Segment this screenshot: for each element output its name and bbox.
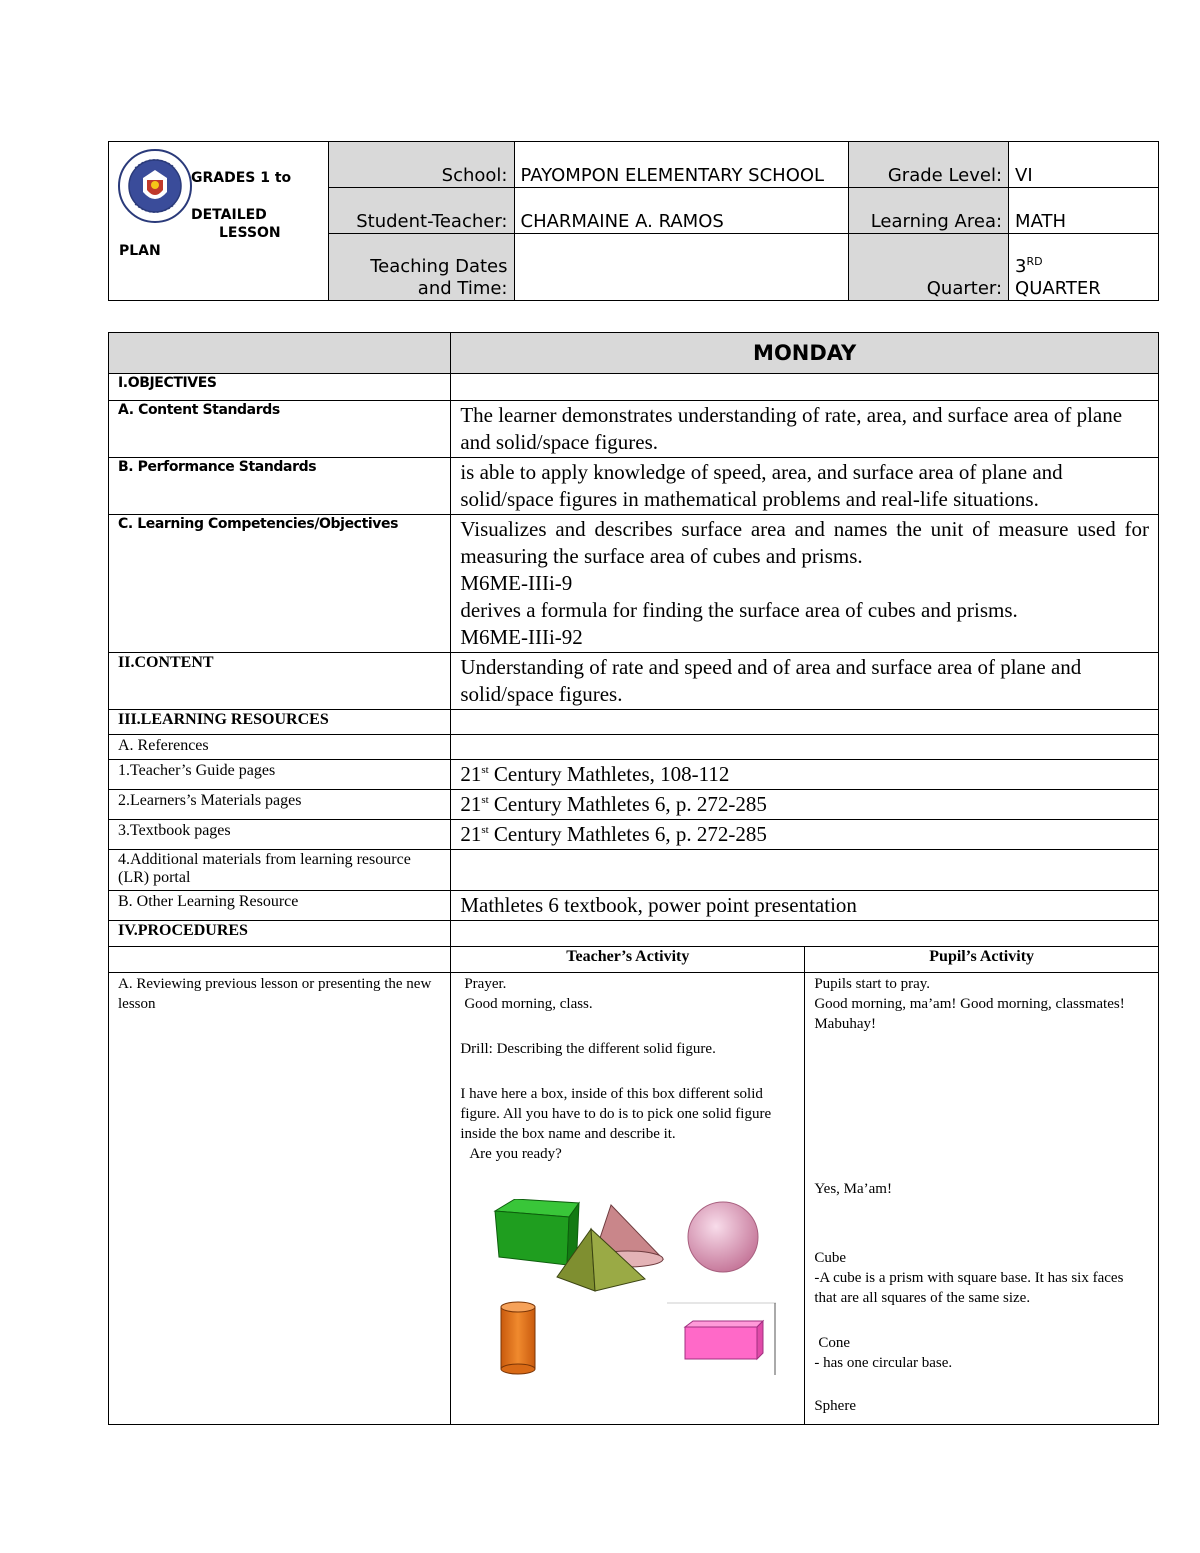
- objectives-heading: I.OBJECTIVES: [109, 374, 451, 401]
- rectangular-prism-icon: [667, 1303, 776, 1375]
- grade-label: Grade Level:: [849, 142, 1009, 188]
- header-title-line4: PLAN: [119, 243, 161, 259]
- competency-code-1: M6ME-IIIi-9: [460, 571, 573, 595]
- lm-sup: st: [481, 794, 489, 806]
- quarter-value: [1009, 234, 1159, 301]
- header-table: [108, 141, 1159, 301]
- cylinder-icon: [501, 1302, 535, 1374]
- additional-materials-label: 4.Additional materials from learning resource (LR) portal: [109, 850, 451, 891]
- other-resource-label: B. Other Learning Resource: [109, 891, 451, 921]
- grade-value: VI: [1009, 142, 1159, 188]
- cube-icon: [495, 1199, 579, 1265]
- pupil-activity-cell: [805, 973, 1159, 1425]
- dates-label: Teaching Dates and Time:: [328, 234, 514, 301]
- competency-1: Visualizes and describes surface area and names the unit of measure used for measuring the surface area of cubes and prisms.: [460, 517, 1149, 568]
- dates-value: [514, 234, 849, 301]
- content-text: Understanding of rate and speed and of area and surface area of plane and solid/space figures.: [451, 653, 1159, 710]
- content-standards-text: The learner demonstrates understanding of rate, area, and surface area of plane and solid/space figures.: [451, 401, 1159, 458]
- review-label: A. Reviewing previous lesson or presenting the new lesson: [109, 973, 451, 1425]
- tb-post: Century Mathletes 6, p. 272-285: [488, 822, 767, 846]
- tg-sup: st: [481, 764, 489, 776]
- teacher-activity-cell: [451, 973, 805, 1425]
- tg-pre: 21: [460, 762, 482, 786]
- school-label: School:: [328, 142, 514, 188]
- sphere-icon: [688, 1202, 758, 1272]
- student-label: Student-Teacher:: [328, 188, 514, 234]
- header-title-line2: DETAILED: [191, 207, 267, 223]
- p-cube: Cube: [814, 1250, 846, 1266]
- header-title-cell: [109, 142, 329, 301]
- p-pray: Pupils start to pray.: [814, 976, 931, 992]
- references-label: A. References: [109, 735, 451, 760]
- tb-sup: st: [481, 824, 489, 836]
- school-value: PAYOMPON ELEMENTARY SCHOOL: [514, 142, 849, 188]
- teacher-activity-heading: Teacher’s Activity: [451, 947, 805, 973]
- header-title-line3: LESSON: [219, 225, 281, 241]
- textbook-value: [451, 820, 1159, 850]
- tb-pre: 21: [460, 822, 482, 846]
- teachers-guide-label: 1.Teacher’s Guide pages: [109, 760, 451, 790]
- textbook-label: 3.Textbook pages: [109, 820, 451, 850]
- tg-post: Century Mathletes, 108-112: [488, 762, 730, 786]
- t-drill: Drill: Describing the different solid figure.: [460, 1041, 716, 1057]
- lm-post: Century Mathletes 6, p. 272-285: [488, 792, 767, 816]
- p-sphere: Sphere: [814, 1398, 856, 1414]
- p-cone: Cone: [818, 1335, 850, 1351]
- t-box: I have here a box, inside of this box different solid figure. All you have to do is to pick one solid figure inside the box name and describe it.: [460, 1086, 772, 1142]
- p-cube-desc: -A cube is a prism with square base. It has six faces that are all squares of the same size.: [814, 1270, 1124, 1306]
- learners-materials-value: [451, 790, 1159, 820]
- lesson-plan-table: [108, 332, 1159, 1425]
- performance-standards-label: B. Performance Standards: [109, 458, 451, 515]
- pupil-activity-heading: Pupil’s Activity: [805, 947, 1159, 973]
- deped-seal-icon: [117, 148, 193, 224]
- t-ready: Are you ready?: [469, 1146, 562, 1162]
- resources-heading: III.LEARNING RESOURCES: [109, 710, 451, 735]
- competencies-text: [451, 515, 1159, 653]
- area-value: MATH: [1009, 188, 1159, 234]
- resources-empty: [451, 710, 1159, 735]
- competency-code-2: M6ME-IIIi-92: [460, 625, 583, 649]
- competency-2: derives a formula for finding the surface area of cubes and prisms.: [460, 598, 1018, 622]
- objectives-empty: [451, 374, 1159, 401]
- competencies-label: C. Learning Competencies/Objectives: [109, 515, 451, 653]
- header-title-line1: GRADES 1 to: [191, 170, 292, 186]
- other-resource-value: Mathletes 6 textbook, power point presentation: [451, 891, 1159, 921]
- learners-materials-label: 2.Learners’s Materials pages: [109, 790, 451, 820]
- references-empty: [451, 735, 1159, 760]
- p-morning: Good morning, ma’am! Good morning, classmates! Mabuhay!: [814, 996, 1125, 1032]
- procedures-empty: [451, 921, 1159, 947]
- student-value: CHARMAINE A. RAMOS: [514, 188, 849, 234]
- content-heading: II.CONTENT: [109, 653, 451, 710]
- day-corner-cell: [109, 333, 451, 374]
- t-prayer: Prayer.: [464, 976, 507, 992]
- procedures-blank: [109, 947, 451, 973]
- quarter-sup: RD: [1026, 255, 1043, 268]
- teachers-guide-value: [451, 760, 1159, 790]
- quarter-num: 3: [1015, 256, 1027, 277]
- p-yes: Yes, Ma’am!: [814, 1181, 892, 1197]
- additional-materials-empty: [451, 850, 1159, 891]
- content-standards-label: A. Content Standards: [109, 401, 451, 458]
- p-cone-desc: - has one circular base.: [814, 1355, 953, 1371]
- quarter-label: Quarter:: [849, 234, 1009, 301]
- performance-standards-text: is able to apply knowledge of speed, area, and surface area of plane and solid/space figures in mathematical problems and real-life situations.: [451, 458, 1159, 515]
- solid-figures-image: [487, 1199, 807, 1389]
- t-morning: Good morning, class.: [464, 996, 593, 1012]
- procedures-heading: IV.PROCEDURES: [109, 921, 451, 947]
- area-label: Learning Area:: [849, 188, 1009, 234]
- quarter-word: QUARTER: [1015, 278, 1101, 299]
- lm-pre: 21: [460, 792, 482, 816]
- day-heading: MONDAY: [451, 333, 1159, 374]
